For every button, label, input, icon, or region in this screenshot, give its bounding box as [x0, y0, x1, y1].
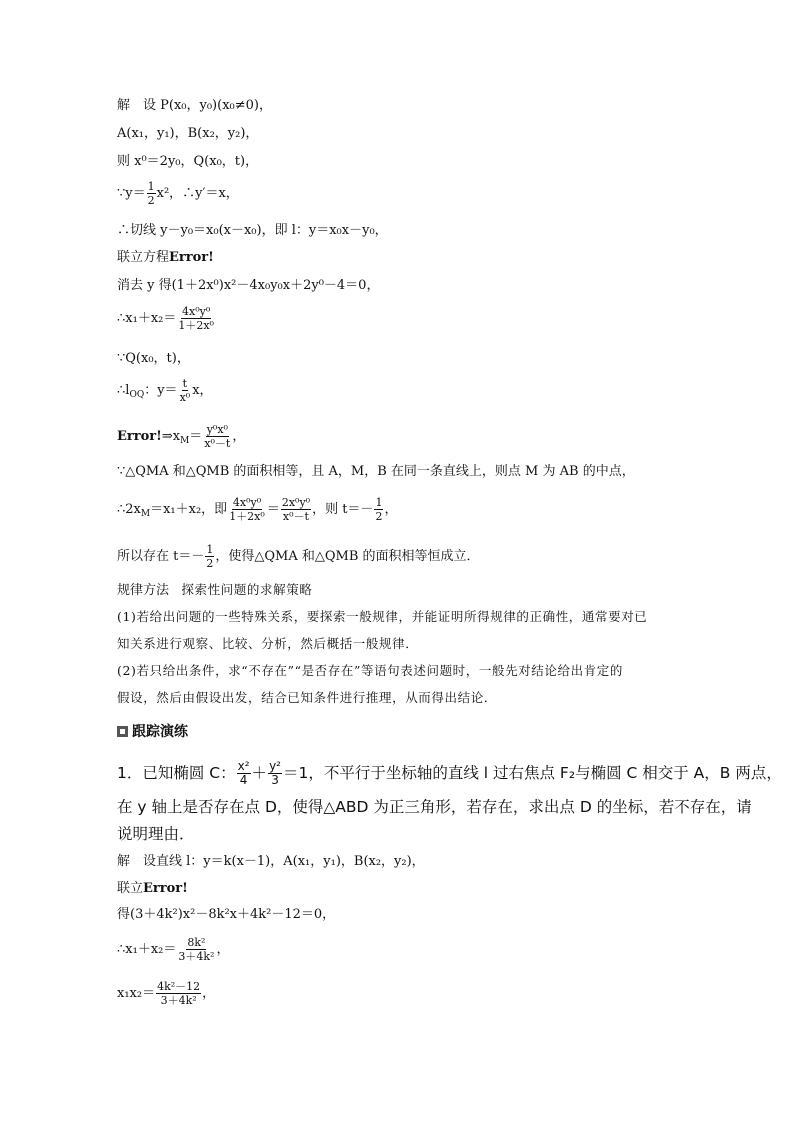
fraction	[268, 760, 282, 787]
method-paragraph: 知关系进行观察、比较、分析，然后概括一般规律．	[117, 636, 419, 651]
denominator: 2	[206, 557, 214, 570]
fraction	[177, 305, 215, 332]
fraction	[228, 496, 266, 523]
subscript: M	[140, 509, 151, 519]
solution-line: ∴切线 y－y₀＝x₀(x－x₀)，即 l：y＝x₀x－y₀，	[117, 223, 388, 238]
text: ，	[216, 942, 230, 957]
solution-line: 则 x⁰＝2y₀，Q(x₀，t)，	[117, 154, 259, 169]
error-text: Error!	[169, 250, 214, 265]
text: ：y＝	[144, 383, 178, 398]
solution-line	[117, 423, 245, 450]
solution-line: A(x₁，y₁)，B(x₂，y₂)，	[117, 126, 259, 141]
text: 所以存在 t＝－	[117, 549, 205, 564]
text: ，则 t＝－	[312, 502, 374, 517]
method-subtitle: 探索性问题的求解策略	[181, 582, 313, 597]
denominator: 2	[147, 194, 155, 207]
text: x²，∴y′＝x，	[156, 186, 239, 201]
text: ，	[202, 986, 216, 1001]
text: ，	[384, 502, 398, 517]
text: ∴x₁＋x₂＝	[117, 942, 177, 957]
denominator: 1＋2x⁰	[229, 510, 265, 523]
text: ，使得△QMA 和△QMB 的面积相等恒成立．	[215, 549, 480, 564]
text: x，	[192, 383, 213, 398]
denominator: x⁰－t	[204, 437, 231, 450]
solution-line	[117, 880, 188, 898]
error-text: Error!	[117, 429, 162, 444]
section-icon	[117, 726, 128, 737]
text: 联立	[117, 881, 144, 896]
text: ∴x₁＋x₂＝	[117, 311, 177, 326]
solution-line: ∵Q(x₀，t)，	[117, 351, 190, 366]
text: ＝	[266, 502, 280, 517]
subscript: OQ	[129, 390, 145, 400]
denominator: x⁰	[179, 391, 191, 404]
denominator: 3＋4k²	[160, 994, 197, 1007]
method-paragraph: 假设，然后由假设出发，结合已知条件进行推理，从而得出结论．	[117, 690, 497, 705]
solution-line	[117, 496, 397, 523]
fraction	[205, 543, 214, 570]
section-heading	[117, 723, 188, 742]
text: ＝x₁＋x₂，即	[150, 502, 228, 517]
numerator: t	[182, 377, 188, 390]
numerator: 2x⁰y⁰	[281, 496, 311, 509]
text: ⇒x	[161, 429, 181, 444]
numerator: 4k²－12	[157, 980, 201, 993]
subscript: M	[180, 436, 190, 446]
method-heading	[117, 581, 312, 600]
denominator: 1＋2x⁰	[178, 319, 214, 332]
numerator: y⁰x⁰	[206, 423, 228, 436]
solution-line: 消去 y 得(1＋2x⁰)x²－4x₀y₀x＋2y⁰－4＝0，	[117, 278, 380, 293]
fraction	[281, 496, 311, 523]
fraction	[177, 936, 215, 963]
method-paragraph: (1)若给出问题的一些特殊关系，要探索一般规律，并能证明所得规律的正确性，通常要对已	[117, 609, 648, 624]
solution-line: 解 设直线 l：y＝k(x－1)，A(x₁，y₁)，B(x₂，y₂)，	[117, 854, 425, 869]
fraction	[179, 377, 192, 404]
problem-line	[117, 760, 782, 787]
numerator: x²	[237, 759, 250, 773]
section-title: 跟踪演练	[132, 724, 188, 740]
method-paragraph: (2)若只给出条件，求“不存在”“是否存在”等语句表述问题时，一般先对结论给出肯定的	[117, 663, 623, 678]
solution-line	[117, 980, 215, 1007]
text: ∴l	[117, 383, 130, 398]
solution-line: 得(3＋4k²)x²－8k²x＋4k²－12＝0，	[117, 907, 336, 922]
problem-line: 在 y 轴上是否存在点 D，使得△ABD 为正三角形，若存在，求出点 D 的坐标，若不存在，请	[117, 798, 752, 816]
fraction	[237, 760, 251, 787]
solution-line	[117, 936, 229, 963]
fraction	[156, 980, 201, 1007]
numerator: 1	[206, 543, 214, 556]
denominator: x⁰－t	[282, 510, 309, 523]
text: ＝1，不平行于坐标轴的直线 l 过右焦点 F₂与椭圆 C 相交于 A，B 两点，	[282, 764, 782, 782]
numerator: y²	[269, 759, 281, 773]
solution-line: ∵△QMA 和△QMB 的面积相等，且 A，M，B 在同一条直线上，则点 M 为 AB 的中点，	[117, 464, 635, 479]
denominator: 2	[375, 510, 383, 523]
error-text: Error!	[143, 881, 188, 896]
fraction	[147, 180, 156, 207]
text: ＝	[189, 429, 203, 444]
text: 1．已知椭圆 C：	[117, 764, 236, 782]
text: ＋	[251, 764, 268, 782]
numerator: 8k²	[187, 936, 206, 949]
text: x₁x₂＝	[117, 986, 156, 1001]
method-title: 规律方法	[117, 583, 170, 598]
solution-line	[117, 543, 480, 570]
denominator: 3＋4k²	[178, 950, 215, 963]
denominator: 4	[239, 773, 248, 787]
solution-line	[117, 249, 214, 267]
numerator: 4x⁰y⁰	[182, 305, 211, 318]
text: 联立方程	[117, 250, 170, 265]
numerator: 1	[147, 180, 155, 193]
solution-line: 解 设 P(x₀，y₀)(x₀≠0)，	[117, 98, 272, 113]
text: ∴2x	[117, 502, 141, 517]
denominator: 3	[271, 773, 279, 787]
problem-line: 说明理由．	[117, 825, 195, 843]
fraction	[203, 423, 231, 450]
numerator: 1	[375, 496, 383, 509]
text: ∵y＝	[117, 186, 146, 201]
solution-line	[117, 377, 213, 404]
numerator: 4x⁰y⁰	[232, 496, 262, 509]
text: ，	[232, 429, 246, 444]
solution-line	[117, 305, 216, 332]
fraction	[374, 496, 383, 523]
solution-line	[117, 180, 239, 207]
